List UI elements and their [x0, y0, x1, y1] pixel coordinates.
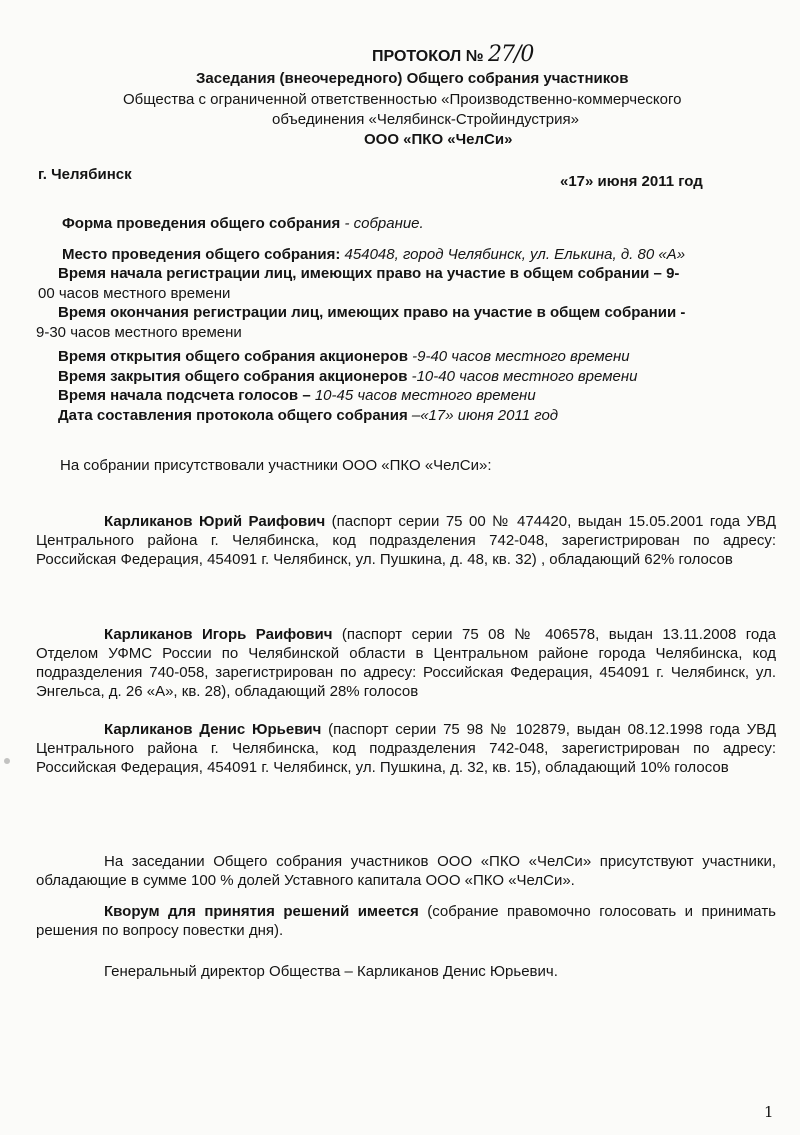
participant-2 [36, 625, 776, 701]
closing-time-line [58, 368, 637, 386]
protocol-number: 27/0 [488, 42, 534, 67]
participant-1-details: (паспорт серии 75 00 № 474420, выдан 15.05.2001 года УВД Центрального района г. Челябинска, код подразделения 742-048, зарегистрирован по адресу: Российская Федерация, 454091 г. Челябинск, ул. Пушкина, д. 48, кв. 32) , обладающий 62% голосов [36, 513, 776, 568]
closing-time-value: -10-40 часов местного времени [407, 368, 638, 385]
meeting-date: «17» июня 2011 год [560, 173, 703, 190]
vote-count-value: 10-45 часов местного времени [310, 387, 536, 404]
opening-time-label: Время открытия общего собрания акционеров [58, 348, 408, 365]
company-short-name: ООО «ПКО «ЧелСи» [364, 131, 513, 148]
form-label: Форма проведения общего собрания [62, 215, 341, 232]
participant-3-name: Карликанов Денис Юрьевич [104, 721, 322, 738]
place-line [62, 246, 685, 264]
registration-end-cont: 9-30 часов местного времени [36, 324, 242, 341]
vote-count-label: Время начала подсчета голосов – [58, 387, 311, 404]
participant-2-details: (паспорт серии 75 08 № 406578, выдан 13.11.2008 года Отделом УФМС России по Челябинской области в Центральном районе города Челябинска, код подразделения 740-058, зарегистрирован по адресу: Российская Федерация, 454091 г. Челябинск, ул. Энгельса, д. 26 «А», кв. 28), обладающий 28% голосов [36, 626, 776, 700]
registration-start-cont: 00 часов местного времени [38, 285, 231, 302]
city: г. Челябинск [38, 166, 132, 183]
vote-count-line [58, 387, 536, 405]
participant-3 [36, 720, 776, 777]
protocol-date-line [58, 407, 558, 425]
title-prefix: ПРОТОКОЛ № [372, 48, 484, 65]
participant-1-name: Карликанов Юрий Раифович [104, 513, 326, 530]
opening-time-value: -9-40 часов местного времени [407, 348, 630, 365]
quorum-text: (собрание правомочно голосовать и принимать решения по вопросу повестки дня). [36, 903, 776, 939]
form-line [62, 215, 424, 233]
closing-time-label: Время закрытия общего собрания акционеров [58, 368, 408, 385]
participant-1 [36, 512, 776, 569]
registration-end: Время окончания регистрации лиц, имеющих право на участие в общем собрании - [58, 304, 686, 321]
attendees-intro: На собрании присутствовали участники ООО «ПКО «ЧелСи»: [60, 457, 492, 474]
registration-start: Время начала регистрации лиц, имеющих право на участие в общем собрании – 9- [58, 265, 680, 282]
participant-2-name: Карликанов Игорь Раифович [104, 626, 333, 643]
scan-speck [4, 758, 10, 764]
page-number: 1 [764, 1103, 774, 1121]
quorum-label: Кворум для принятия решений имеется [104, 903, 419, 920]
place-label: Место проведения общего собрания: [62, 246, 341, 263]
form-value: - собрание. [340, 215, 424, 232]
protocol-date-label: Дата составления протокола общего собрания [58, 407, 408, 424]
protocol-title [372, 42, 534, 67]
director-line: Генеральный директор Общества – Карликанов Денис Юрьевич. [104, 963, 558, 980]
quorum-paragraph [36, 902, 776, 940]
company-name-line2: объединения «Челябинск-Стройиндустрия» [272, 111, 579, 128]
protocol-date-value: –«17» июня 2011 год [407, 407, 559, 424]
meeting-type-heading: Заседания (внеочередного) Общего собрания участников [196, 70, 629, 87]
presence-statement: На заседании Общего собрания участников ООО «ПКО «ЧелСи» присутствуют участники, обладающие в сумме 100 % долей Уставного капитала ООО «ПКО «ЧелСи». [36, 853, 776, 889]
place-value: 454048, город Челябинск, ул. Елькина, д. 80 «А» [340, 246, 686, 263]
company-name-line1: Общества с ограниченной ответственностью «Производственно-коммерческого [123, 91, 682, 108]
opening-time-line [58, 348, 630, 366]
participant-3-details: (паспорт серии 75 98 № 102879, выдан 08.12.1998 года УВД Центрального района г. Челябинска, код подразделения 742-048, зарегистрирован по адресу: Российская Федерация, 454091 г. Челябинск, ул. Пушкина, д. 32, кв. 15), обладающий 10% голосов [36, 721, 776, 776]
